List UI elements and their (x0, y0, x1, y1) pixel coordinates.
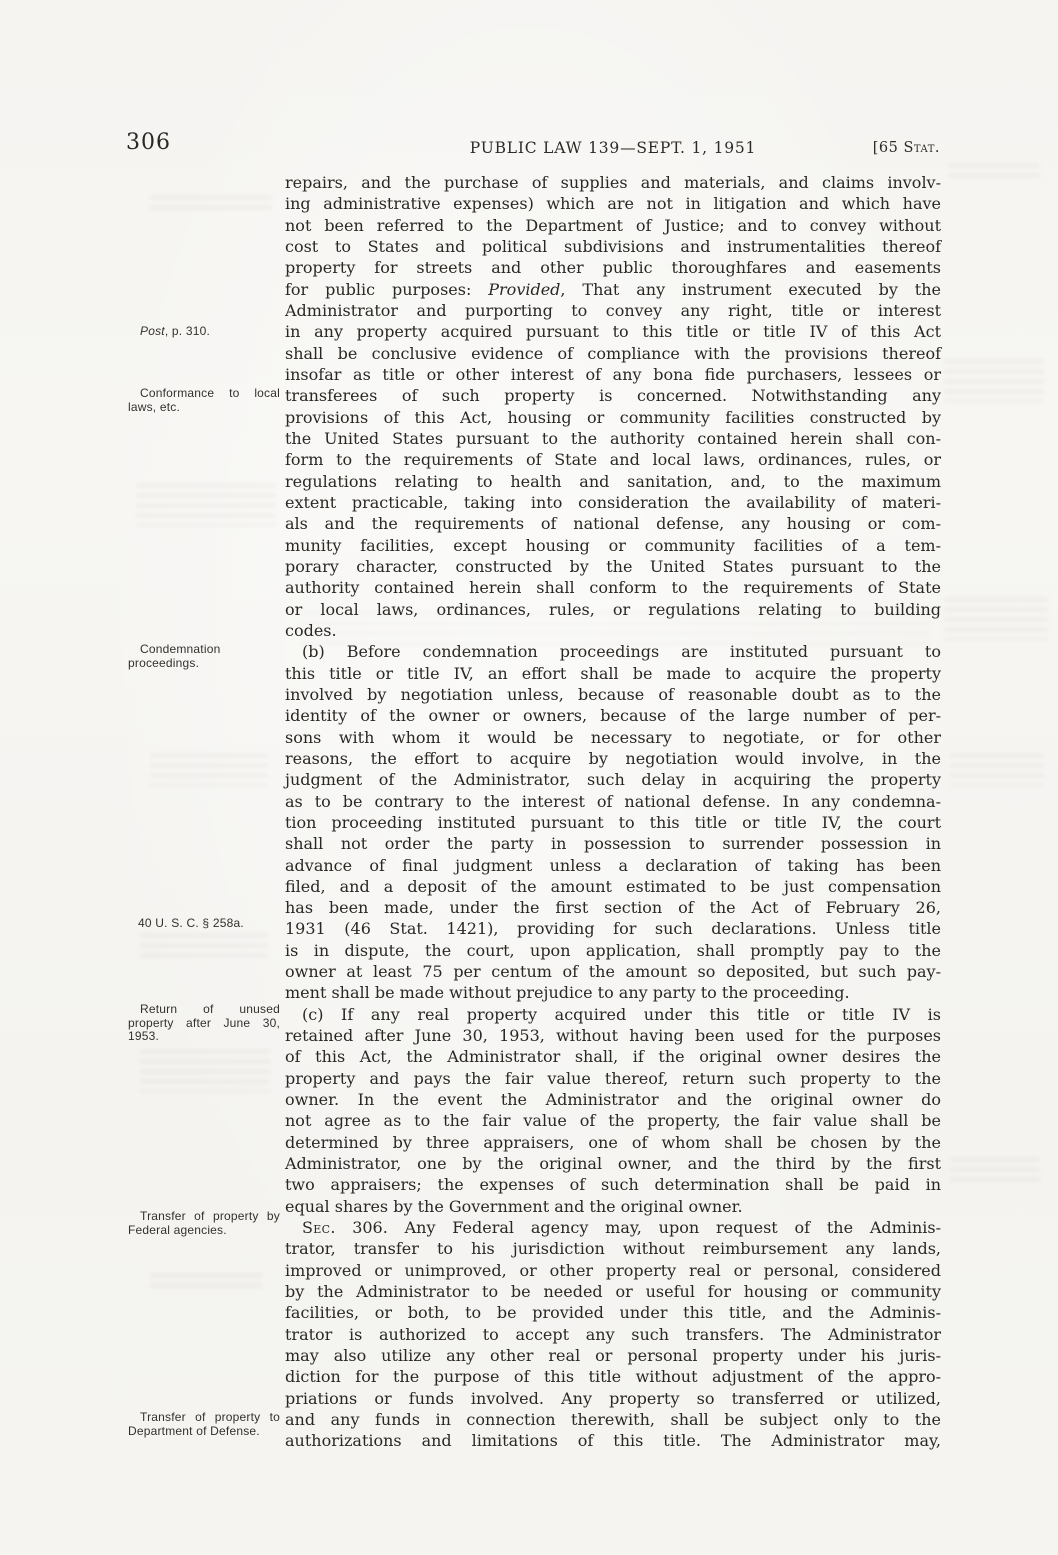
text-line: by the Administrator to be needed or useful for housing or community (285, 1282, 941, 1302)
text-line: determined by three appraisers, one of whom shall be chosen by the (285, 1132, 941, 1152)
text-line: facilities, or both, to be provided under this title, and the Adminis- (285, 1303, 941, 1323)
text-line: Administrator, one by the original owner, and the third by the first (285, 1154, 941, 1174)
text-line: is in dispute, the court, upon application, shall promptly pay to the (285, 940, 941, 960)
text-line: tion proceeding instituted pursuant to this title or title IV, the court (285, 812, 941, 832)
text-line: extent practicable, taking into consideration the availability of materi- (285, 492, 941, 512)
text-line: two appraisers; the expenses of such determination shall be paid in (285, 1175, 941, 1195)
text-line: porary character, constructed by the United States pursuant to the (285, 556, 941, 576)
text-line: has been made, under the first section of the Act of February 26, (285, 898, 941, 918)
text-line: (b) Before condemnation proceedings are instituted pursuant to (302, 642, 941, 662)
text-line: owner at least 75 per centum of the amount so deposited, but such pay- (285, 962, 941, 982)
text-line: provisions of this Act, housing or community facilities constructed by (285, 407, 941, 427)
text-line: trator is authorized to accept any such transfers. The Administrator (285, 1324, 941, 1344)
text-line: advance of final judgment unless a declaration of taking has been (285, 855, 941, 875)
margin-note-post-p310: Post, p. 310. (140, 324, 210, 338)
body-paragraph (285, 1217, 941, 1452)
bleed-through-ghost (140, 934, 268, 964)
text-line: Administrator and purporting to convey any right, title or interest (285, 300, 941, 320)
bleed-through-ghost (150, 196, 272, 214)
text-line: property for streets and other public thoroughfares and easements (285, 258, 941, 278)
margin-note-condemnation-proceedings: Condemnation proceedings. (128, 642, 221, 670)
bleed-through-ghost (950, 1158, 1040, 1188)
bleed-through-ghost (150, 1274, 262, 1294)
bleed-through-ghost (136, 484, 276, 526)
margin-note-transfer-dept-defense: Transfer of property to Department of Defense. (128, 1410, 280, 1438)
bleed-through-ghost (944, 360, 1044, 402)
text-line: diction for the purpose of this title without adjustment of the appro- (285, 1367, 941, 1387)
text-line: form to the requirements of State and local laws, ordinances, rules, or (285, 450, 941, 470)
text-line: as to be contrary to the interest of national defense. In any condemna- (285, 791, 941, 811)
text-line: not agree as to the fair value of the property, the fair value shall be (285, 1111, 941, 1131)
text-line: shall not order the party in possession to surrender possession in (285, 834, 941, 854)
text-line: retained after June 30, 1953, without having been used for the purposes (285, 1026, 941, 1046)
text-line: and any funds in connection therewith, shall be subject only to the (285, 1410, 941, 1430)
text-line: (c) If any real property acquired under this title or title IV is (302, 1004, 941, 1024)
bleed-through-ghost (944, 598, 1048, 640)
running-title: PUBLIC LAW 139—SEPT. 1, 1951 (469, 139, 757, 157)
text-line: owner. In the event the Administrator and the original owner do (285, 1090, 941, 1110)
text-line: identity of the owner or owners, because of the large number of per- (285, 706, 941, 726)
text-line: ing administrative expenses) which are not in litigation and which have (285, 194, 941, 214)
text-line: 1931 (46 Stat. 1421), providing for such declarations. Unless title (285, 919, 941, 939)
text-line: ment shall be made without prejudice to any party to the proceeding. (285, 983, 850, 1003)
bleed-through-ghost (150, 754, 268, 786)
text-line: repairs, and the purchase of supplies and materials, and claims involv- (285, 173, 941, 192)
text-line: trator, transfer to his jurisdiction without reimbursement any lands, (285, 1239, 941, 1259)
body-paragraph (285, 172, 941, 641)
text-line: priations or funds involved. Any property so transferred or utilized, (285, 1388, 941, 1408)
text-line: for public purposes: Provided, That any instrument executed by the (285, 279, 942, 299)
body-paragraph (285, 1004, 941, 1217)
text-line: involved by negotiation unless, because of reasonable doubt as to the (285, 684, 941, 704)
margin-note-conformance-local-laws: Conformance to local laws, etc. (128, 386, 280, 414)
text-line: filed, and a deposit of the amount estimated to be just compensation (285, 876, 941, 896)
text-line: als and the requirements of national defense, any housing or com- (285, 514, 941, 534)
text-line: regulations relating to health and sanitation, and, to the maximum (285, 471, 941, 491)
body-paragraph (285, 641, 941, 1004)
text-line: in any property acquired pursuant to this title or title IV of this Act (285, 322, 941, 342)
text-line: Sec. 306. Any Federal agency may, upon request of the Adminis- (302, 1218, 941, 1238)
margin-note-transfer-federal-agencies: Transfer of property by Federal agencies. (128, 1209, 280, 1237)
stat-volume-label: [65 Stat. (872, 140, 940, 156)
text-line: reasons, the effort to acquire by negotiation would involve, in the (285, 748, 941, 768)
text-line: authority contained herein shall conform to the requirements of State (285, 578, 941, 598)
bleed-through-ghost (950, 754, 1044, 786)
text-line: improved or unimproved, or other property real or personal, considered (285, 1260, 941, 1280)
text-line: codes. (285, 620, 337, 640)
bleed-through-ghost (140, 1050, 270, 1092)
text-line: the United States pursuant to the authority contained herein shall con- (285, 428, 941, 448)
page-number: 306 (126, 130, 171, 155)
text-line: munity facilities, except housing or community facilities of a tem- (285, 535, 941, 555)
text-line: judgment of the Administrator, such delay in acquiring the property (285, 770, 941, 790)
text-line: this title or title IV, an effort shall be made to acquire the property (285, 663, 941, 683)
text-line: cost to States and political subdivisions and instrumentalities thereof (285, 236, 941, 256)
text-line: transferees of such property is concerned. Notwithstanding any (285, 386, 941, 406)
margin-note-40-usc-258a: 40 U. S. C. § 258a. (138, 916, 244, 930)
text-line: sons with whom it would be necessary to negotiate, or for other (285, 727, 941, 747)
body-text (285, 172, 941, 1452)
text-line: or local laws, ordinances, rules, or regulations relating to building (285, 599, 941, 619)
text-line: of this Act, the Administrator shall, if the original owner desires the (285, 1047, 941, 1067)
text-line: may also utilize any other real or personal property under his juris- (285, 1346, 941, 1366)
text-line: insofar as title or other interest of any bona fide purchasers, lessees or (285, 364, 941, 384)
margin-note-return-unused-property: Return of unused property after June 30, 1953. (128, 1002, 280, 1043)
text-line: equal shares by the Government and the original owner. (285, 1196, 743, 1216)
text-line: property and pays the fair value thereof, return such property to the (285, 1068, 941, 1088)
text-line: authorizations and limitations of this title. The Administrator may, (285, 1431, 941, 1451)
text-line: not been referred to the Department of Justice; and to convey without (285, 215, 941, 235)
text-line: shall be conclusive evidence of compliance with the provisions thereof (285, 343, 941, 363)
bleed-through-ghost (948, 164, 1040, 178)
